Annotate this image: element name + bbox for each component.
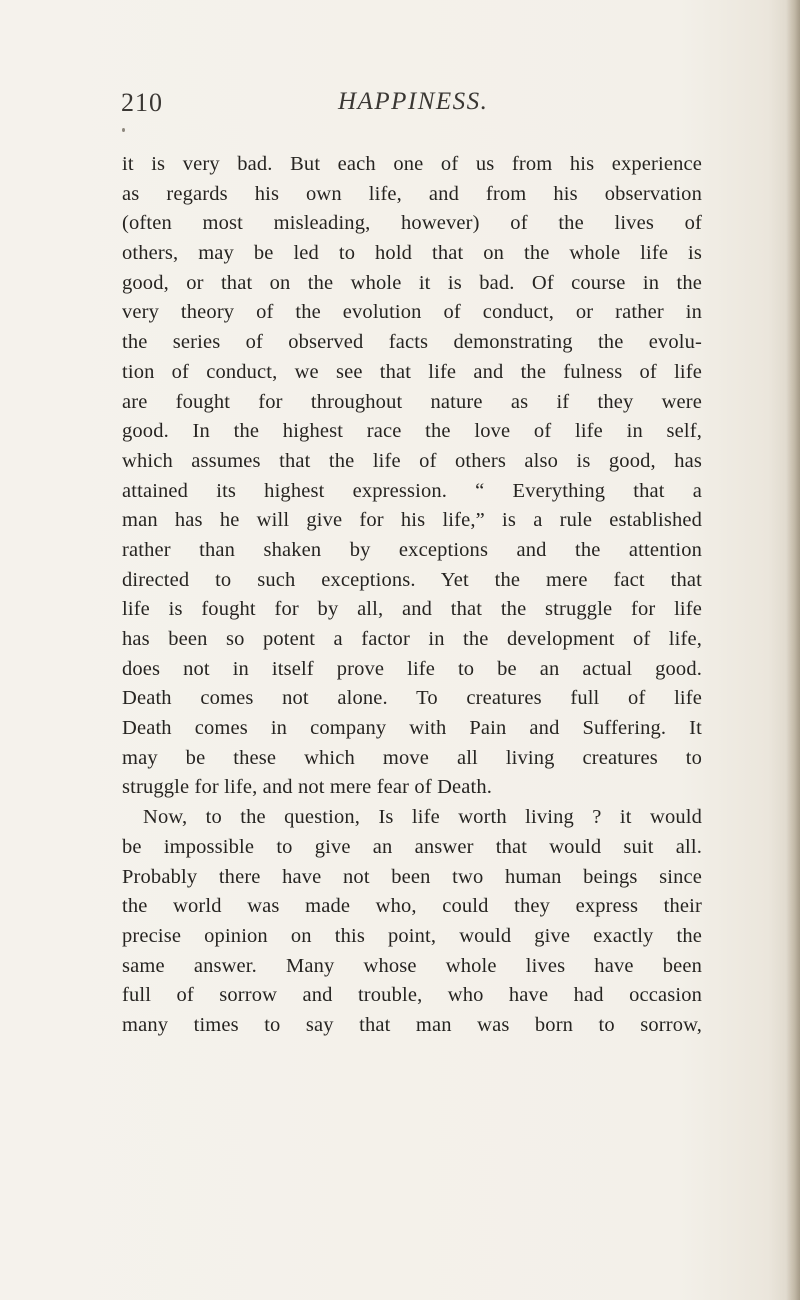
text-line: does not in itself prove life to be an actual good. bbox=[122, 657, 702, 680]
text-line: good. In the highest race the love of life in self, bbox=[122, 420, 702, 443]
text-line: Probably there have not been two human beings since bbox=[122, 865, 702, 888]
text-line: the world was made who, could they express their bbox=[122, 895, 702, 918]
text-line: full of sorrow and trouble, who have had occasion bbox=[122, 984, 702, 1007]
page-number: 210 bbox=[121, 88, 163, 117]
text-line: attained its highest expression. “ Everything that a bbox=[122, 479, 702, 502]
text-line: be impossible to give an answer that would suit all. bbox=[122, 835, 702, 858]
text-line: as regards his own life, and from his observation bbox=[122, 182, 702, 205]
text-line: struggle for life, and not mere fear of Death. bbox=[122, 776, 493, 799]
text-line: Death comes in company with Pain and Suffering. It bbox=[122, 717, 702, 740]
text-line: tion of conduct, we see that life and the fulness of life bbox=[122, 360, 702, 383]
text-line: others, may be led to hold that on the whole life is bbox=[122, 242, 702, 265]
text-line: which assumes that the life of others also is good, has bbox=[122, 449, 702, 472]
running-head: HAPPINESS. bbox=[338, 88, 489, 115]
text-line: (often most misleading, however) of the lives of bbox=[122, 212, 702, 235]
body-text bbox=[122, 150, 702, 1041]
text-line: precise opinion on this point, would give exactly the bbox=[122, 924, 702, 947]
text-line: are fought for throughout nature as if they were bbox=[122, 390, 702, 413]
text-line: rather than shaken by exceptions and the attention bbox=[122, 538, 702, 561]
text-line: may be these which move all living creatures to bbox=[122, 746, 702, 769]
text-line: very theory of the evolution of conduct, or rather in bbox=[122, 301, 702, 324]
page-edge-shadow bbox=[786, 0, 800, 1300]
page-header bbox=[110, 88, 710, 128]
print-speck bbox=[122, 128, 125, 132]
text-line: Now, to the question, Is life worth living ? it would bbox=[143, 806, 702, 829]
text-line: same answer. Many whose whole lives have been bbox=[122, 954, 702, 977]
text-line: many times to say that man was born to sorrow, bbox=[122, 1013, 702, 1036]
text-line: man has he will give for his life,” is a rule established bbox=[122, 509, 702, 532]
text-line: directed to such exceptions. Yet the mere fact that bbox=[122, 568, 702, 591]
text-line: has been so potent a factor in the development of life, bbox=[122, 628, 702, 650]
text-line: it is very bad. But each one of us from his experience bbox=[122, 153, 702, 175]
text-line: life is fought for by all, and that the struggle for life bbox=[122, 598, 702, 621]
text-line: Death comes not alone. To creatures full of life bbox=[122, 687, 702, 710]
text-line: good, or that on the whole it is bad. Of course in the bbox=[122, 271, 702, 294]
text-line: the series of observed facts demonstrating the evolu- bbox=[122, 331, 702, 354]
